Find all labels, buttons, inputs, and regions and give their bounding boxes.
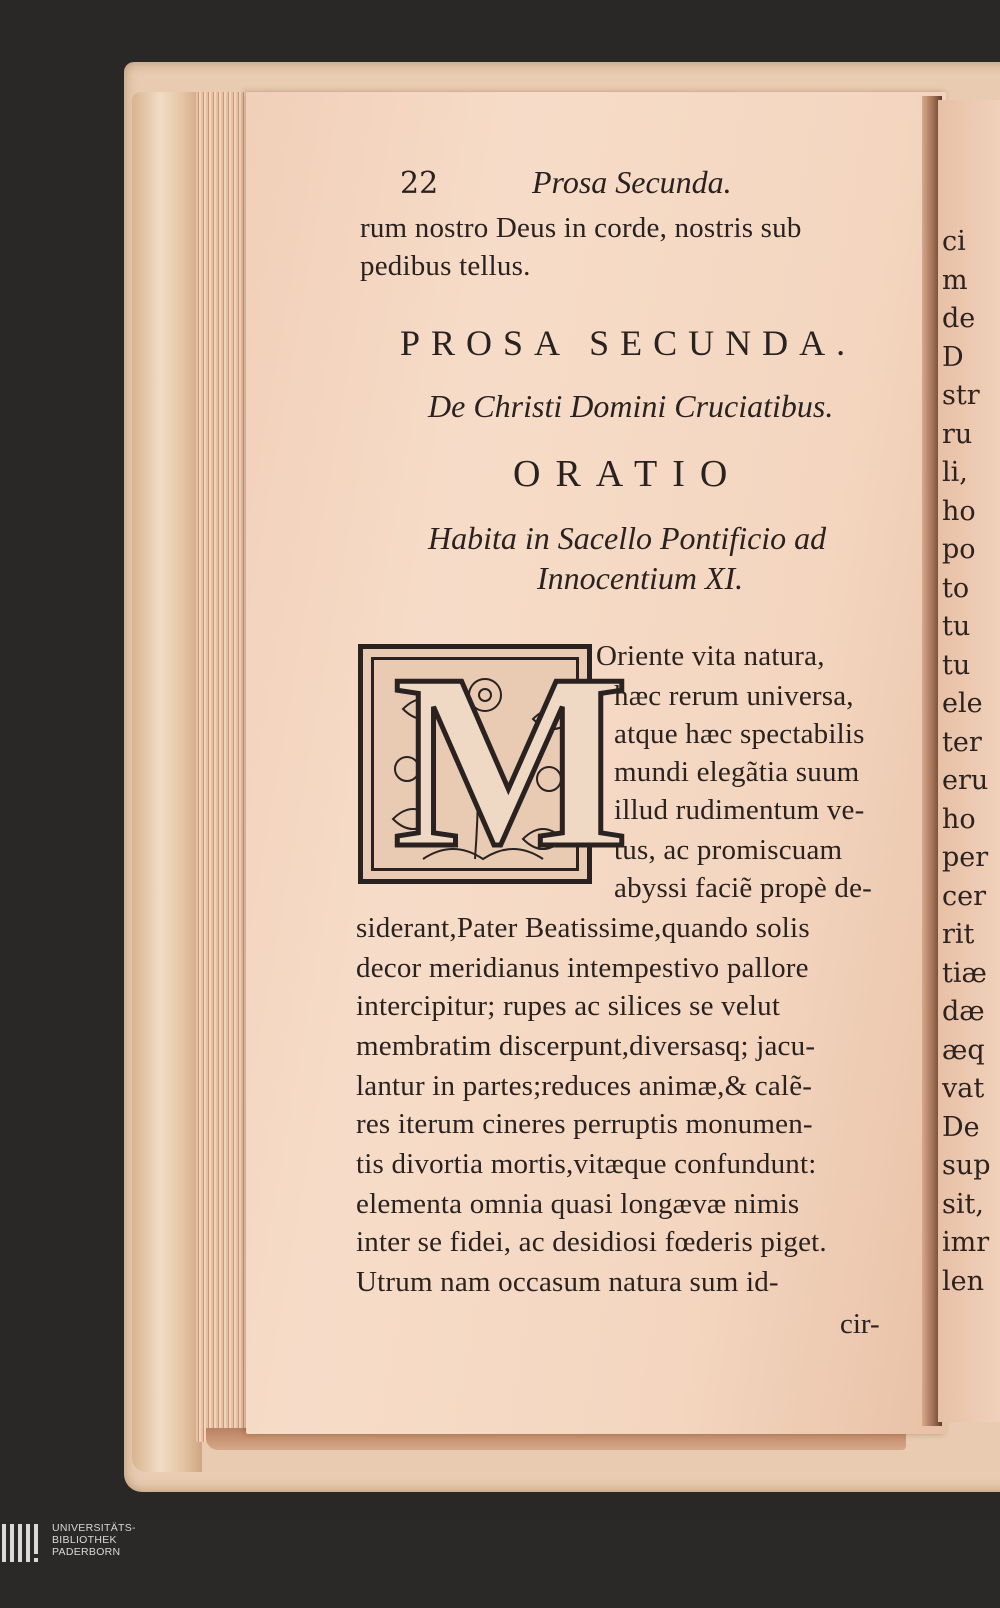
text-line: Oriente vita natura, — [596, 640, 825, 672]
right-page-fragment: ho — [942, 803, 976, 835]
text-line: decor meridianus intempestivo pallore — [356, 952, 809, 984]
occasion-line: Habita in Sacello Pontificio ad — [428, 520, 827, 556]
right-page-fragment: m — [942, 264, 968, 296]
text-line: mundi elegãtia suum — [614, 756, 860, 788]
right-page — [938, 100, 1000, 1422]
page-number: 22 — [400, 166, 439, 201]
right-page-fragment: sit, — [942, 1188, 984, 1220]
text-line: membratim discerpunt,diversasq; jacu- — [356, 1030, 816, 1062]
text-line: tus, ac promiscuam — [614, 834, 843, 866]
text-line: atque hæc spectabilis — [614, 718, 865, 750]
right-page-fragment: len — [942, 1265, 985, 1297]
right-page-fragment: rit — [942, 919, 975, 950]
right-page-fragment: eru — [942, 765, 989, 796]
text-line: hæc rerum universa, — [614, 680, 854, 712]
right-page-fragment: ho — [942, 495, 976, 527]
right-page-fragment: to — [942, 572, 970, 604]
decorated-initial — [358, 623, 629, 900]
logo-text-line: PADERBORN — [52, 1546, 121, 1558]
right-page-fragment: imr — [942, 1227, 990, 1258]
right-page-fragment: dæ — [942, 996, 985, 1027]
right-page-fragment: po — [942, 534, 976, 565]
cover-edge — [132, 92, 202, 1472]
text-line: inter se fidei, ac desidiosi fœderis piget. — [356, 1226, 827, 1258]
right-page-fragment: tiæ — [942, 957, 987, 989]
right-page-fragment: per — [942, 842, 989, 873]
right-page-fragment: str — [942, 380, 980, 411]
right-page-fragment: ele — [942, 688, 983, 719]
section-subheading: De Christi Domini Cruciatibus. — [428, 388, 834, 424]
text-line: siderant,Pater Beatissime,quando solis — [356, 912, 810, 944]
right-page-fragment: ci — [942, 226, 966, 257]
text-line: abyssi faciẽ propè de- — [614, 872, 873, 904]
right-page-fragment: sup — [942, 1150, 991, 1181]
right-page-fragment: De — [942, 1111, 980, 1143]
right-page-fragment: de — [942, 303, 976, 334]
text-line: Utrum nam occasum natura sum id- — [356, 1266, 779, 1298]
footer-bar — [0, 1520, 1000, 1608]
text-line: illud rudimentum ve- — [614, 794, 865, 826]
logo-text-line: BIBLIOTHEK — [52, 1534, 117, 1546]
oratio-heading: ORATIO — [513, 453, 743, 495]
text-line: elementa omnia quasi longævæ nimis — [356, 1188, 800, 1220]
text-line: tis divortia mortis,vitæque confundunt: — [356, 1148, 817, 1180]
section-heading: PROSA SECUNDA. — [400, 323, 857, 363]
text-line: rum nostro Deus in corde, nostris sub — [360, 212, 802, 244]
right-page-fragment: li, — [942, 457, 968, 488]
right-page-fragment: D — [942, 341, 964, 373]
right-page-fragment: æq — [942, 1034, 985, 1066]
logo-text-line: UNIVERSITÄTS- — [52, 1522, 136, 1534]
right-page-fragment: ter — [942, 726, 982, 758]
right-page-fragment: ru — [942, 418, 973, 450]
text-line: pedibus tellus. — [360, 250, 531, 282]
text-line: intercipitur; rupes ac silices se velut — [356, 990, 781, 1022]
occasion-line: Innocentium XI. — [537, 560, 744, 596]
catchword: cir- — [840, 1308, 880, 1340]
running-head: Prosa Secunda. — [532, 164, 732, 200]
right-page-fragment: tu — [942, 611, 971, 642]
text-line: res iterum cineres perruptis monumen- — [356, 1108, 813, 1140]
right-page-fragment: tu — [942, 649, 971, 681]
right-page-fragment: vat — [942, 1073, 985, 1104]
text-line: lantur in partes;reduces animæ,& calẽ- — [356, 1070, 813, 1102]
library-logo-icon — [0, 1522, 46, 1566]
right-page-fragment: cer — [942, 880, 987, 912]
initial-letter: M — [393, 623, 629, 900]
